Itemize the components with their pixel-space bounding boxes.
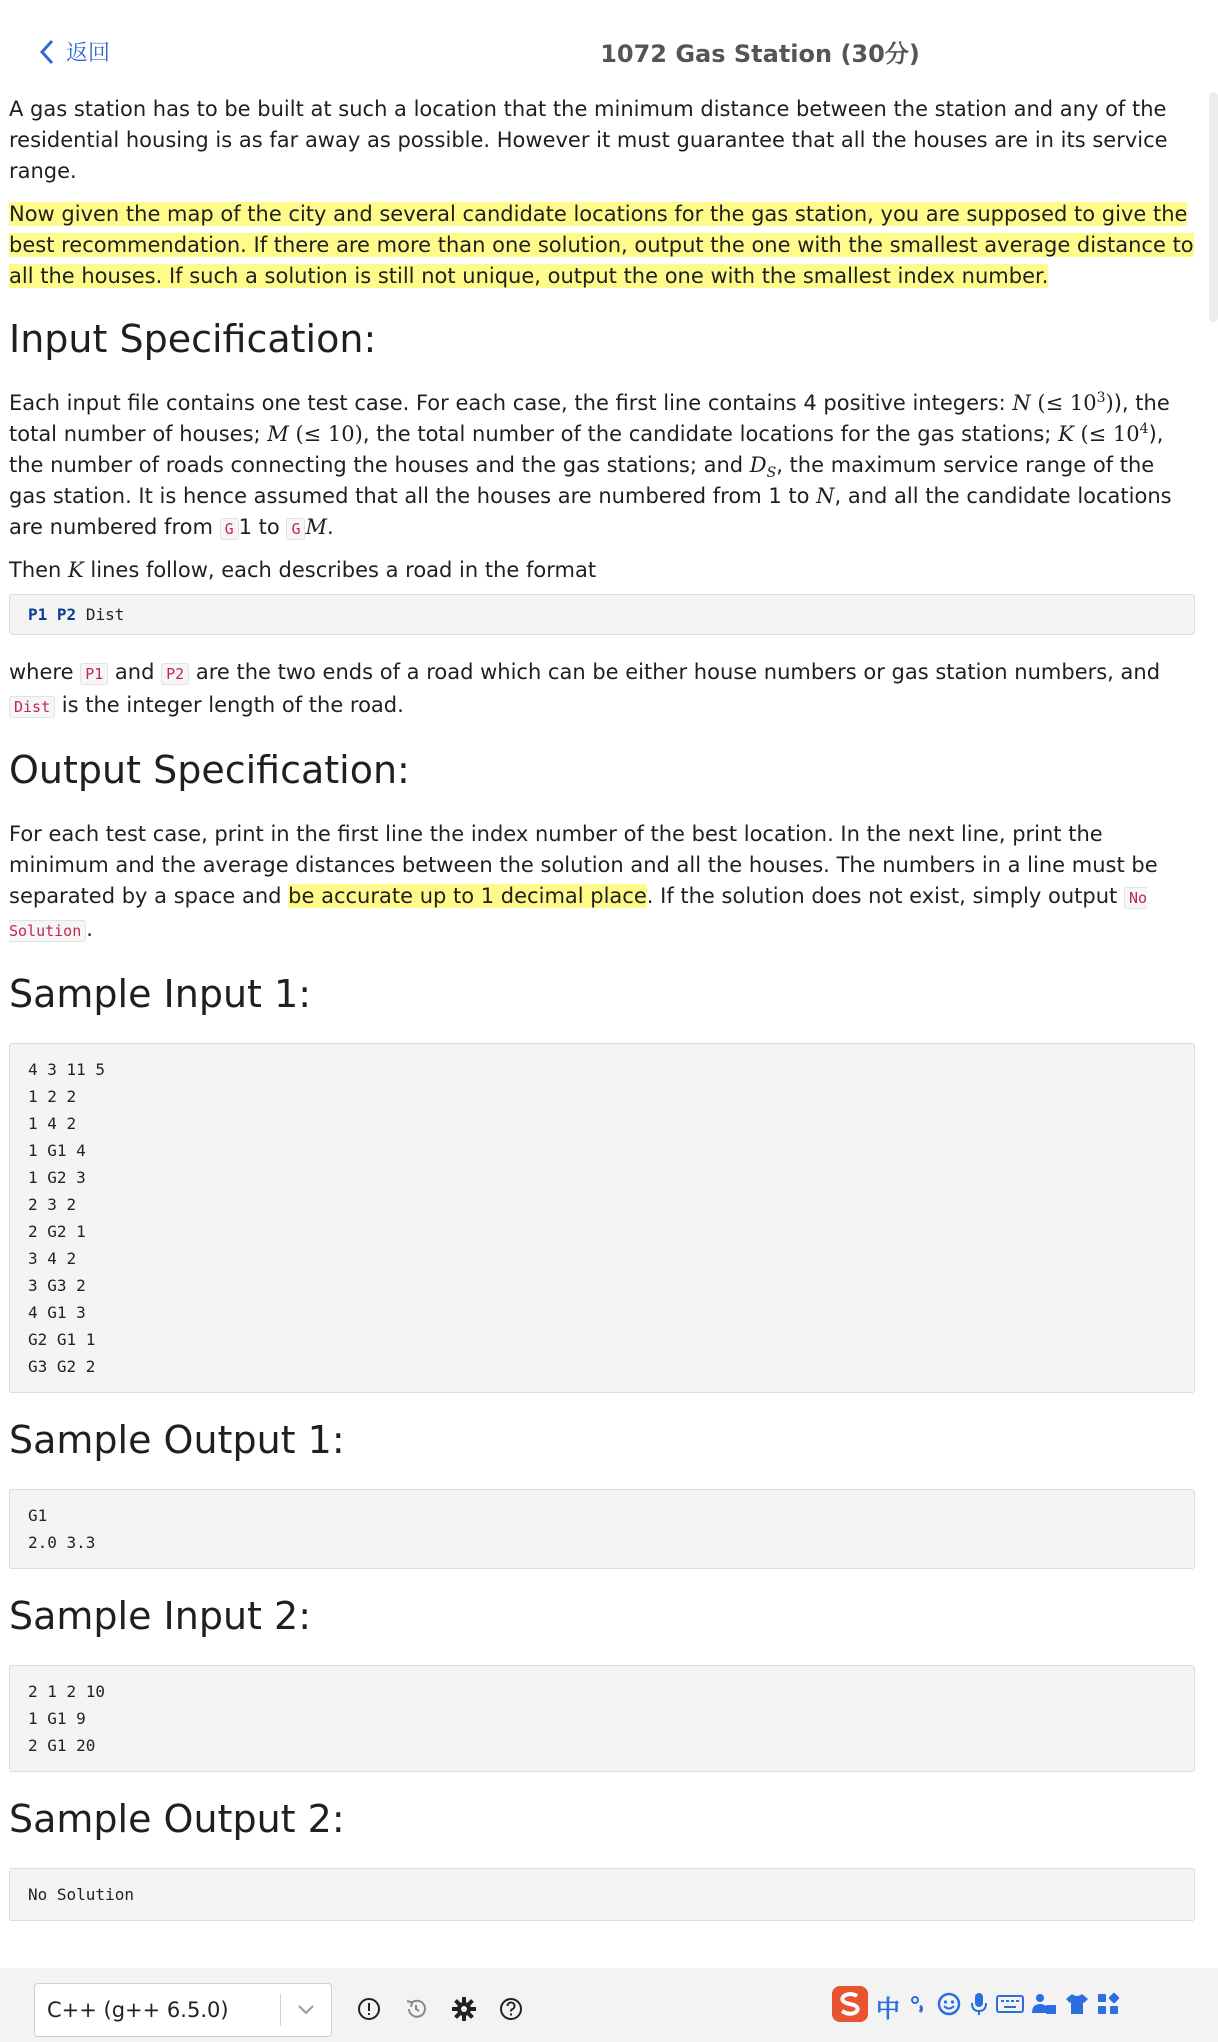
sample-input-1-code: 4 3 11 5 1 2 2 1 4 2 1 G1 4 1 G2 3 2 3 2 2 G2 1 3 4 2 3 G3 2 4 G1 3 G2 G1 1 G3 G2 2 bbox=[9, 1043, 1195, 1393]
editor-toolbar bbox=[0, 1968, 1218, 2042]
help-icon[interactable] bbox=[498, 1996, 524, 2022]
sample-input-2-code: 2 1 2 10 1 G1 9 2 G1 20 bbox=[9, 1665, 1195, 1772]
highlighted-text: Now given the map of the city and several candidate locations for the gas station, you are supposed to give the best recommendation. If there are more than one solution, output the one with the smallest average distance to all the houses. If such a solution is still not unique, output the one with the smallest index number. bbox=[9, 202, 1194, 288]
back-label: 返回 bbox=[66, 41, 111, 66]
language-value: C++ (g++ 6.5.0) bbox=[47, 1998, 229, 2022]
apps-grid-icon[interactable] bbox=[1096, 1992, 1120, 2020]
inline-code-g: G bbox=[286, 518, 305, 540]
output-spec-paragraph: For each test case, print in the first line the index number of the best location. In the next line, print the minimum and the average distances between the solution and all the houses. The numbers in a line must be separated by a space and be accurate up to 1 decimal place. If the solution does not exist, simply output No Solution . bbox=[9, 822, 1158, 941]
sample-input-1-heading: Sample Input 1: bbox=[9, 972, 312, 1016]
output-spec-heading: Output Specification: bbox=[9, 748, 410, 792]
microphone-icon[interactable] bbox=[968, 1991, 990, 2021]
language-select[interactable] bbox=[34, 1983, 332, 2037]
input-spec-paragraph: Each input file contains one test case. For each case, the first line contains 4 positive integers: N (≤ $10^3$)), the total number of houses; M (≤ 10), the total number of the candidate locations for the gas stations; K (≤ $10^4$), the number of roads connecting the houses and the gas stations; and $D_S$, the maximum service range of the gas station. It is hence assumed that all the houses are numbered from 1 to N, and all the candidate locations are numbered from G 1 to G M. bbox=[9, 390, 1172, 539]
ime-mode-label[interactable]: 中 bbox=[876, 1994, 900, 2023]
punctuation-icon[interactable] bbox=[906, 1992, 930, 2020]
inline-code-no-solution: No Solution bbox=[9, 889, 1147, 940]
format-code-block: P1 P2 Dist bbox=[9, 594, 1195, 635]
sample-input-2-heading: Sample Input 2: bbox=[9, 1594, 312, 1638]
gear-icon[interactable] bbox=[451, 1996, 477, 2022]
scrollbar-thumb[interactable] bbox=[1209, 92, 1218, 322]
page-title: 1072 Gas Station (30分) bbox=[600, 40, 920, 68]
sample-output-2-heading: Sample Output 2: bbox=[9, 1797, 345, 1841]
inline-code-dist: Dist bbox=[9, 696, 55, 718]
chevron-left-icon bbox=[38, 38, 56, 66]
history-icon[interactable] bbox=[403, 1996, 429, 2022]
ime-logo-icon[interactable] bbox=[830, 1984, 870, 2028]
where-paragraph: where P1 and P2 are the two ends of a road which can be either house numbers or gas station numbers, and Dist is the integer length of the road. bbox=[9, 660, 1161, 717]
sample-output-1-heading: Sample Output 1: bbox=[9, 1418, 345, 1462]
back-button[interactable] bbox=[38, 36, 110, 67]
problem-content bbox=[9, 94, 1195, 1945]
chevron-down-icon[interactable] bbox=[281, 2004, 331, 2016]
user-tools-icon[interactable] bbox=[1030, 1991, 1058, 2021]
sample-output-2-code: No Solution bbox=[9, 1868, 1195, 1921]
then-paragraph: Then K lines follow, each describes a road in the format bbox=[9, 558, 597, 582]
inline-code-p2: P2 bbox=[161, 663, 189, 685]
header bbox=[0, 0, 1218, 106]
keyboard-icon[interactable] bbox=[996, 1993, 1024, 2019]
sample-output-1-code: G1 2.0 3.3 bbox=[9, 1489, 1195, 1569]
skin-shirt-icon[interactable] bbox=[1064, 1992, 1090, 2020]
intro-paragraph: A gas station has to be built at such a location that the minimum distance between the station and any of the residential housing is as far away as possible. However it must guarantee that all the houses are in its service range. bbox=[9, 97, 1168, 183]
emoji-icon[interactable] bbox=[936, 1991, 962, 2021]
intro-highlight-paragraph bbox=[9, 199, 1195, 292]
inline-code-p1: P1 bbox=[80, 663, 108, 685]
ime-toolbar bbox=[830, 1982, 1150, 2030]
input-spec-heading: Input Specification: bbox=[9, 317, 377, 361]
alert-icon[interactable] bbox=[356, 1996, 382, 2022]
highlighted-text: be accurate up to 1 decimal place bbox=[288, 884, 647, 908]
inline-code-g: G bbox=[220, 518, 239, 540]
